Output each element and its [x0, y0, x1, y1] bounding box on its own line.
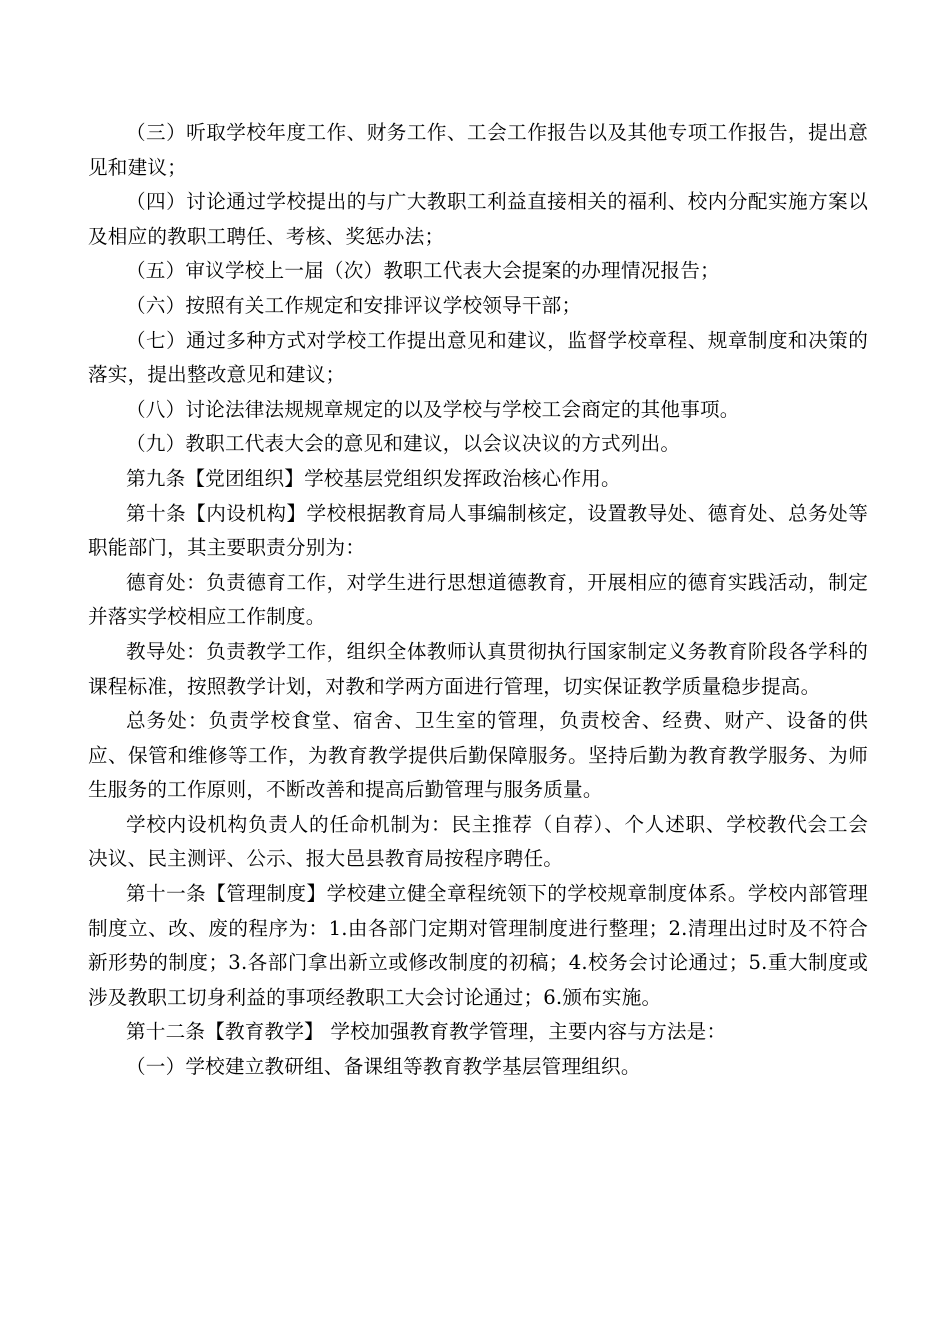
article-12-item-1: （一）学校建立教研组、备课组等教育教学基层管理组织。	[126, 1055, 641, 1079]
paragraph-item-7: （七）通过多种方式对学校工作提出意见和建议，监督学校章程、规章制度和决策的落实，提出整改意见和建议；	[88, 328, 868, 387]
article-10-internal-departments: 第十条【内设机构】学校根据教育局人事编制核定，设置教导处、德育处、总务处等职能部门，其主要职责分别为：	[88, 501, 868, 560]
moral-education-office-duties: 德育处：负责德育工作，对学生进行思想道德教育，开展相应的德育实践活动，制定并落实学校相应工作制度。	[88, 570, 868, 629]
article-11-management-system: 第十一条【管理制度】学校建立健全章程统领下的学校规章制度体系。学校内部管理制度立、改、废的程序为：1.由各部门定期对管理制度进行整理；2.清理出过时及不符合新形势的制度；3.各部门拿出新立或修改制度的初稿；4.校务会讨论通过；5.重大制度或涉及教职工切身利益的事项经教职工大会讨论通过；6.颁布实施。	[88, 882, 868, 1009]
document-body	[88, 116, 868, 1085]
department-head-appointment: 学校内设机构负责人的任命机制为：民主推荐（自荐）、个人述职、学校教代会工会决议、民主测评、公示、报大邑县教育局按程序聘任。	[88, 812, 868, 871]
paragraph-item-5: （五）审议学校上一届（次）教职工代表大会提案的办理情况报告；	[126, 259, 720, 283]
paragraph-item-4: （四）讨论通过学校提出的与广大教职工利益直接相关的福利、校内分配实施方案以及相应的教职工聘任、考核、奖惩办法；	[88, 190, 868, 248]
paragraph-item-8: （八）讨论法律法规规章规定的以及学校与学校工会商定的其他事项。	[126, 397, 740, 421]
article-9-party-organization: 第九条【党团组织】学校基层党组织发挥政治核心作用。	[126, 466, 621, 490]
paragraph-item-6: （六）按照有关工作规定和安排评议学校领导干部；	[126, 293, 582, 317]
general-affairs-office-duties: 总务处：负责学校食堂、宿舍、卫生室的管理，负责校舍、经费、财产、设备的供应、保管和维修等工作，为教育教学提供后勤保障服务。坚持后勤为教育教学服务、为师生服务的工作原则，不断改善和提高后勤管理与服务质量。	[88, 709, 868, 802]
paragraph-item-9: （九）教职工代表大会的意见和建议，以会议决议的方式列出。	[126, 432, 681, 456]
teaching-office-duties: 教导处：负责教学工作，组织全体教师认真贯彻执行国家制定义务教育阶段各学科的课程标准，按照教学计划，对教和学两方面进行管理，切实保证教学质量稳步提高。	[88, 639, 868, 698]
paragraph-item-3: （三）听取学校年度工作、财务工作、工会工作报告以及其他专项工作报告，提出意见和建议；	[88, 121, 868, 179]
article-12-education-teaching: 第十二条【教育教学】 学校加强教育教学管理，主要内容与方法是：	[126, 1020, 727, 1044]
